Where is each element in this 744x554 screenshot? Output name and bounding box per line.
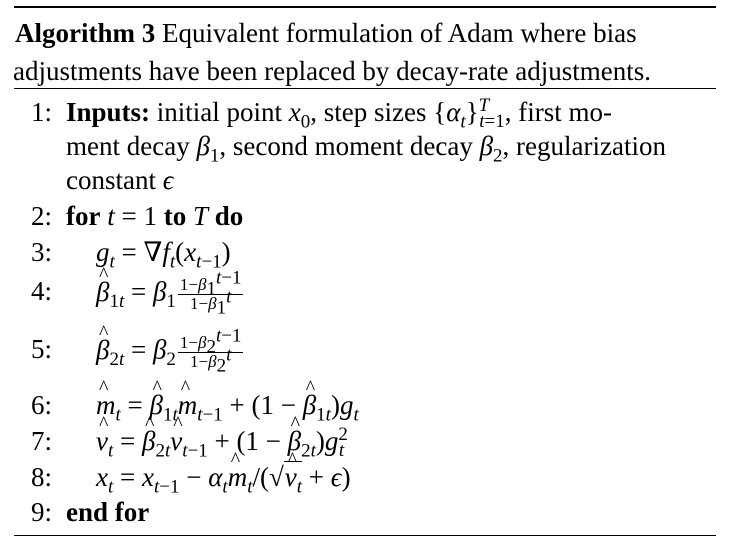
line-body: ^ $\beta_{1t} = \beta_1$ $\frac{1-\beta_1^{t-1}}{1-\beta_1^t}$ — [96, 276, 245, 313]
inputs-text: , step sizes — [310, 97, 434, 127]
inputs-text: , second moment decay — [219, 131, 480, 161]
inputs-text: , regularization — [502, 131, 666, 161]
inputs-text: ment decay — [66, 131, 197, 161]
end-for-keyword: end for — [66, 497, 150, 527]
algorithm-caption — [15, 14, 717, 90]
line-body: $g_t = \nabla f_t(x_{t-1})$ — [96, 237, 231, 273]
fraction: $\frac{1-\beta_2^{t-1}}{1-\beta_2^t}$ — [179, 325, 242, 377]
line-body: $x_t = x_{t-1}$ − $\alpha_t\^{}$ $m_t/(√\^{}$ $v_t + \epsilon$) — [96, 462, 351, 493]
line-body — [66, 497, 149, 528]
line-body: ^ $v_t$ = ^ $\beta_{2t}\^{}$ $v_{t-1} + (1$ − ^ $\beta_{2t})g^2_t$ — [96, 426, 344, 457]
inputs-text: initial point — [150, 97, 289, 127]
line-body: ^ $m_t$ = ^ $\beta_{1t}\^{}$ $m_{t-1} + (1$ − ^ $\beta_{1t})g_t$ — [96, 390, 359, 421]
line-body: constant ϵ — [66, 165, 174, 195]
line-number: 9: — [30, 497, 52, 527]
top-rule — [14, 6, 716, 8]
line-number: 3: — [30, 237, 52, 267]
inputs-text: constant — [66, 165, 163, 195]
line-number: 7: — [30, 426, 52, 456]
bottom-rule — [14, 535, 716, 536]
line-body: ment decay $\beta_1$, second moment decay $\beta_2$, regularization — [66, 131, 666, 167]
line-number: 5: — [30, 334, 52, 364]
line-number: 8: — [30, 462, 52, 492]
line-number: 2: — [30, 201, 52, 231]
inputs-keyword: Inputs: — [66, 97, 151, 127]
to-keyword: to — [163, 201, 187, 231]
caption-title-line2: adjustments have been replaced by decay-rate adjustments. — [13, 56, 651, 86]
line-body: Inputs: initial point $x_0$, step sizes $\{\alpha_t\}^T_{t=1}$, first mo- — [66, 95, 612, 133]
line-number: 6: — [30, 390, 52, 420]
algorithm-label: Algorithm 3 — [15, 18, 156, 48]
line-body: ^ $\beta_{2t} = \beta_2$ $\frac{1-\beta_2^{t-1}}{1-\beta_2^t}$ — [96, 334, 245, 371]
caption-title-line1: Equivalent formulation of Adam where bias — [155, 18, 637, 48]
caption-rule — [14, 88, 716, 89]
do-keyword: do — [214, 201, 244, 231]
line-body: for t = 1 to T do — [66, 201, 244, 231]
line-number: 4: — [30, 276, 52, 306]
fraction: $\frac{1-\beta_1^{t-1}}{1-\beta_1^t}$ — [179, 267, 242, 319]
inputs-text: , first mo- — [504, 97, 612, 127]
for-keyword: for — [66, 201, 101, 231]
line-number: 1: — [30, 97, 52, 127]
